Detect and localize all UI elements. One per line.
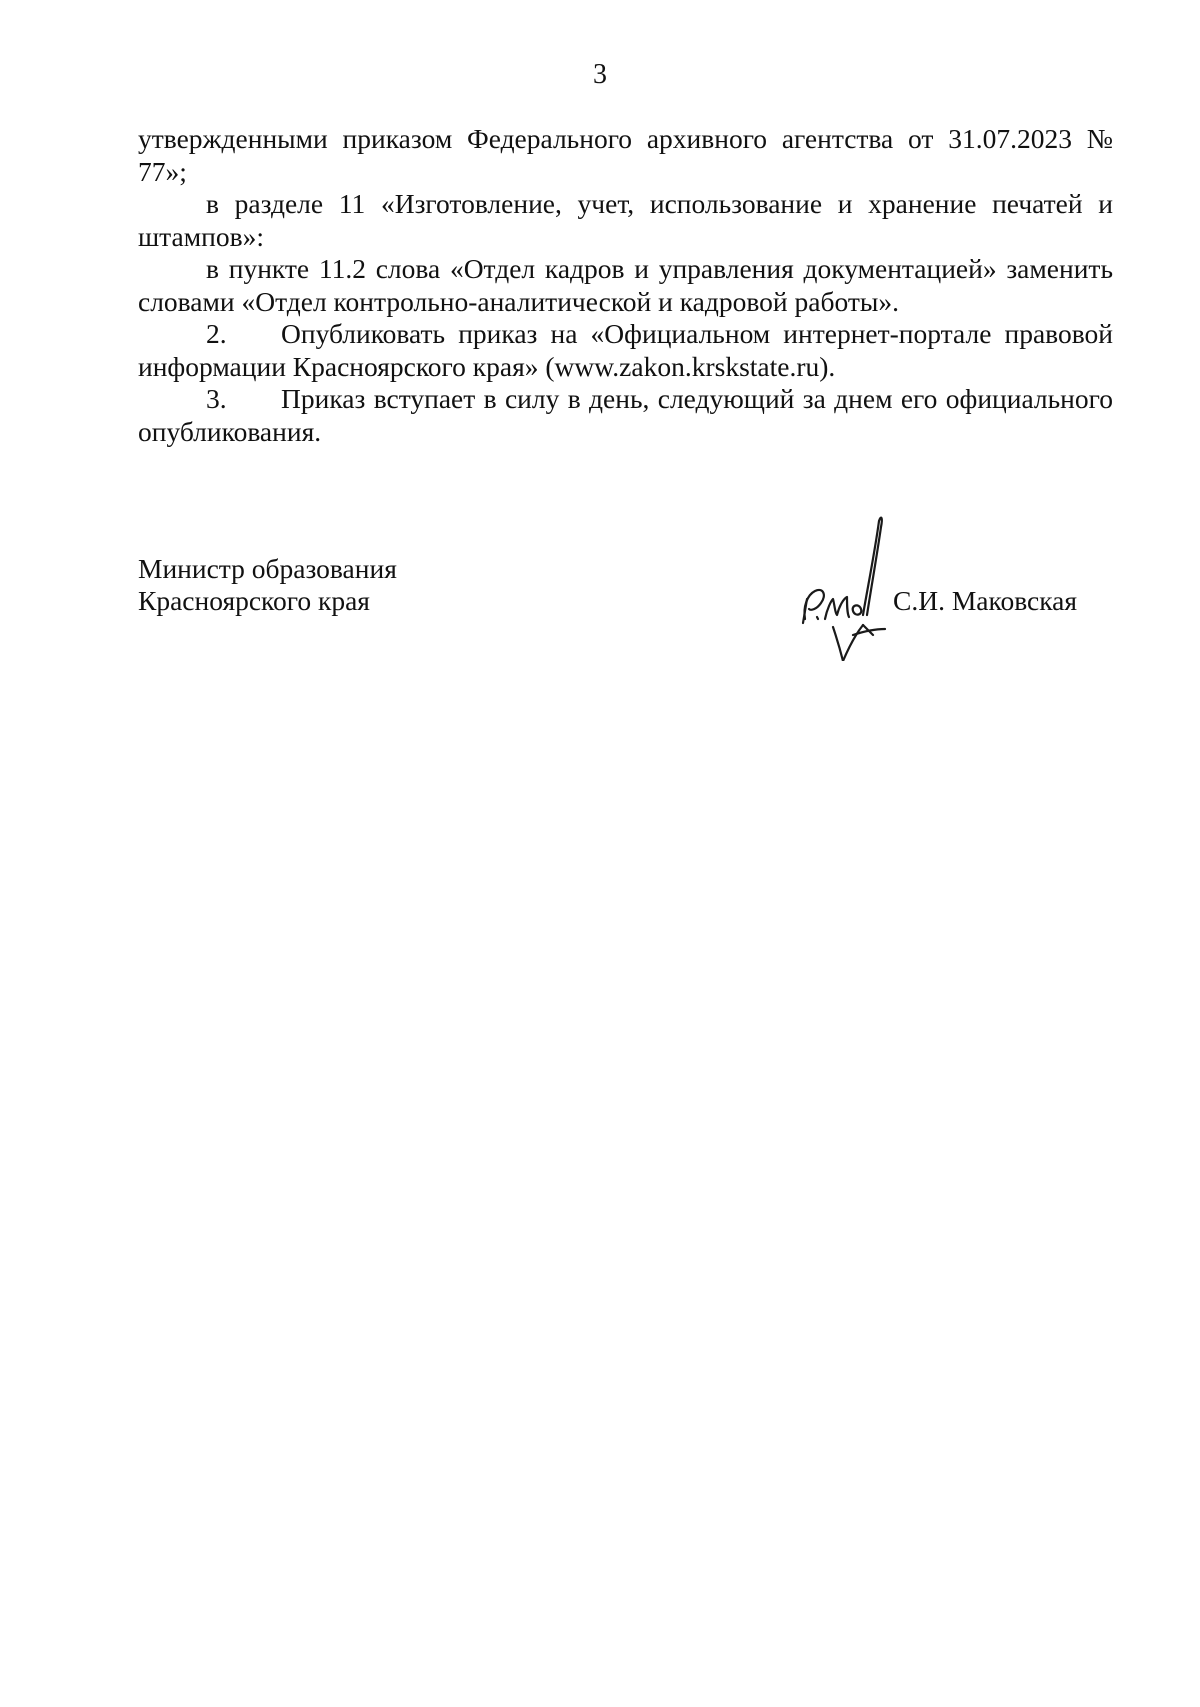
item-3-number: 3.: [206, 383, 227, 414]
signer-name: С.И. Маковская: [893, 585, 1078, 616]
item-2-text: Опубликовать приказ на «Официальном интернет-портале правовой информации Красноярского края» (www.zakon.krskstate.ru).: [138, 318, 1113, 382]
item-2-number: 2.: [206, 318, 227, 349]
paragraph-approval-reference: утвержденными приказом Федерального архивного агентства от 31.07.2023 № 77»;: [138, 123, 1113, 187]
paragraph-item-2: [138, 318, 1113, 383]
handwritten-signature: [793, 511, 908, 661]
document-body: [138, 123, 1113, 448]
signer-position-line-1: Министр образования: [138, 553, 397, 584]
page-number: 3: [593, 59, 607, 90]
paragraph-item-3: [138, 383, 1113, 448]
signer-position: [138, 553, 538, 617]
signature-block: [138, 553, 1098, 683]
paragraph-item-11-2: в пункте 11.2 слова «Отдел кадров и управления документацией» заменить словами «Отдел контрольно-аналитической и кадровой работы».: [138, 253, 1113, 317]
item-3-text: Приказ вступает в силу в день, следующий за днем его официального опубликования.: [138, 383, 1113, 447]
paragraph-section-11: в разделе 11 «Изготовление, учет, использование и хранение печатей и штампов»:: [138, 188, 1113, 252]
signer-position-line-2: Красноярского края: [138, 585, 370, 616]
